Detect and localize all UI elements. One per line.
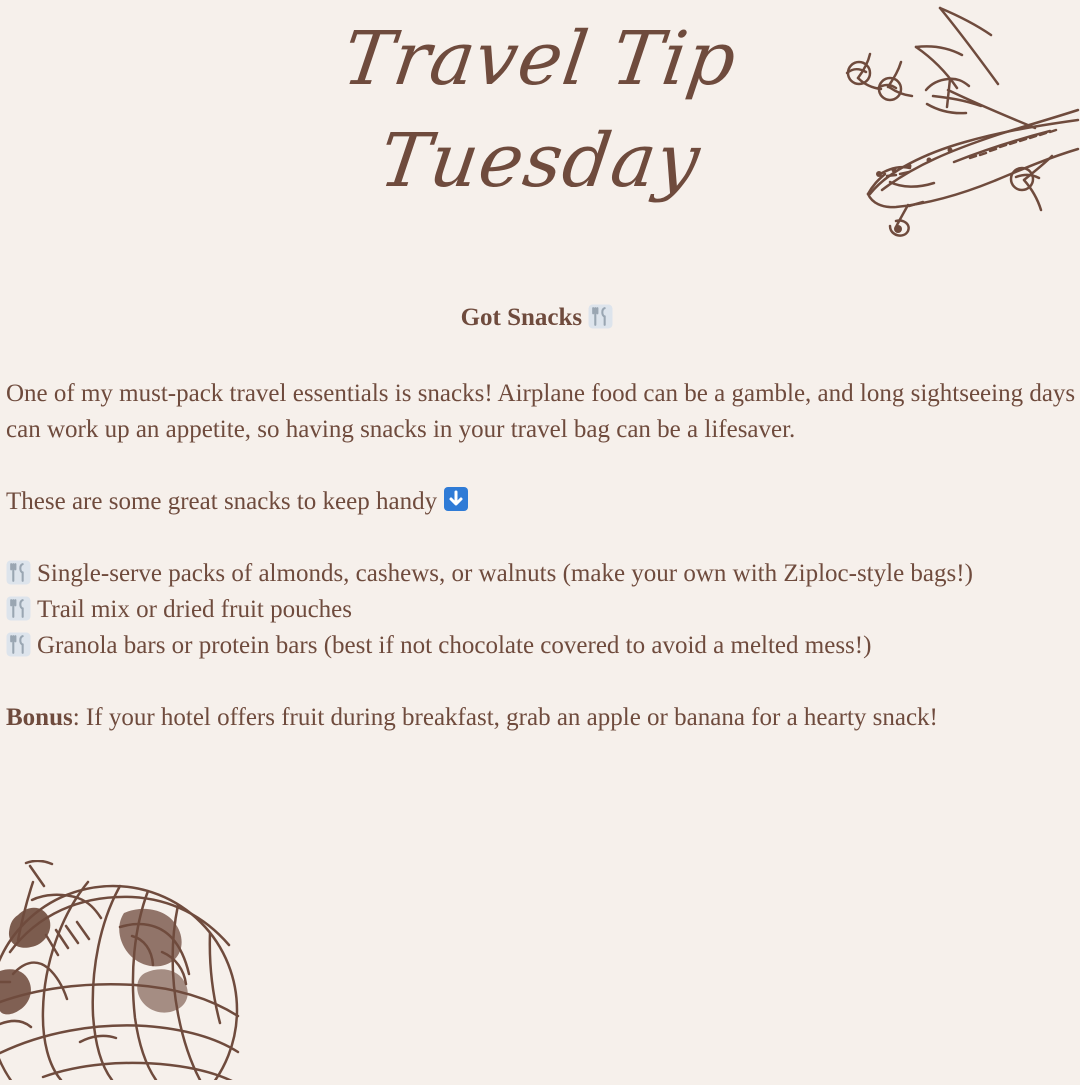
subtitle-text: Got Snacks xyxy=(460,304,583,331)
bonus-paragraph xyxy=(6,700,1076,736)
snack-item-text: Single-serve packs of almonds, cashews, or walnuts (make your own with Ziploc-style bags!) xyxy=(37,560,973,587)
fork-knife-icon xyxy=(6,596,31,621)
subtitle xyxy=(0,304,1080,332)
title-line-1: Travel Tip xyxy=(337,16,743,102)
snack-item-text: Granola bars or protein bars (best if not chocolate covered to avoid a melted mess!) xyxy=(37,632,872,659)
bonus-text: : If your hotel offers fruit during breakfast, grab an apple or banana for a hearty snack! xyxy=(72,704,938,731)
globe-icon xyxy=(0,860,240,1080)
down-arrow-icon xyxy=(443,486,469,512)
fork-knife-icon xyxy=(6,632,31,657)
page-title xyxy=(300,16,780,204)
list-item xyxy=(6,628,1076,664)
intro-text-2: These are some great snacks to keep handy xyxy=(6,488,438,515)
intro-paragraph-1: One of my must-pack travel essentials is snacks! Airplane food can be a gamble, and long sightseeing days can work up an appetite, so having snacks in your travel bag can be a lifesaver. xyxy=(6,380,1076,443)
article-content xyxy=(6,376,1076,772)
airplane-icon xyxy=(830,0,1080,245)
list-item xyxy=(6,592,1076,628)
list-item xyxy=(6,556,1076,592)
fork-knife-icon xyxy=(588,304,613,329)
fork-knife-icon xyxy=(6,560,31,585)
snack-list xyxy=(6,556,1076,664)
bonus-label: Bonus xyxy=(6,704,73,731)
title-line-2: Tuesday xyxy=(374,118,706,204)
intro-paragraph-2 xyxy=(6,484,1076,520)
snack-item-text: Trail mix or dried fruit pouches xyxy=(37,596,353,623)
